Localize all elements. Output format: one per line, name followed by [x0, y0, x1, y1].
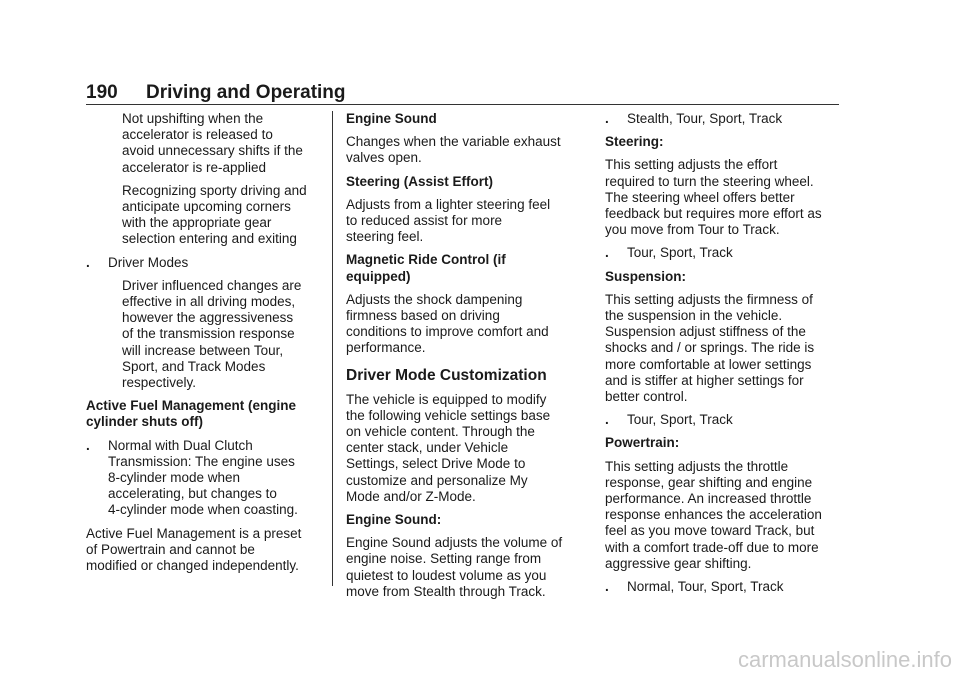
subheading: Active Fuel Management (engine cylinder shuts off) [86, 398, 297, 430]
watermark: carmanualsonline.info [737, 647, 952, 672]
bullet-item [605, 245, 843, 261]
paragraph: The vehicle is equipped to modify the following vehicle settings base on vehicle content. Through the center stack, under Vehicle Settings, select Drive Mode to customize and personalize My Mode and/or Z-Mode. [346, 391, 551, 504]
subheading: Engine Sound [346, 111, 437, 126]
paragraph: Active Fuel Management is a preset of Powertrain and cannot be modified or changed independently. [86, 525, 302, 574]
subheading: Suspension: [605, 268, 687, 284]
paragraph: This setting adjusts the firmness of the suspension in the vehicle. Suspension adjust stiffness of the shocks and / or springs. The ride is more comfortable at lower settings and is stiffer at higher settings for better control. [605, 291, 815, 405]
bullet-mark: . [605, 412, 609, 428]
paragraph: Recognizing sporty driving and anticipate upcoming corners with the appropriate gear selection entering and exiting [122, 182, 307, 247]
subheading: Steering (Assist Effort) [346, 173, 494, 189]
paragraph: This setting adjusts the effort required to turn the steering wheel. The steering wheel offers better feedback but requires more effort as you move from Tour to Track. [605, 157, 822, 238]
section-heading: Driver Mode Customization [346, 366, 547, 384]
bullet-text: Normal, Tour, Sport, Track [627, 579, 784, 595]
column-divider [332, 111, 333, 586]
bullet-text: Tour, Sport, Track [627, 245, 733, 261]
subheading: Engine Sound: [346, 512, 442, 528]
paragraph: Changes when the variable exhaust valves open. [346, 134, 561, 166]
bullet-mark: . [86, 254, 90, 270]
bullet-mark: . [86, 437, 90, 453]
page-number: 190 [86, 82, 118, 103]
page-title: Driving and Operating [146, 82, 346, 103]
header-rule [86, 104, 839, 105]
subheading: Steering: [605, 134, 664, 150]
bullet-mark: . [605, 111, 609, 126]
bullet-mark: . [605, 245, 609, 261]
paragraph: Adjusts the shock dampening firmness based on driving conditions to improve comfort and performance. [346, 291, 549, 356]
bullet-text: Driver Modes [108, 254, 189, 270]
paragraph: This setting adjusts the throttle response, gear shifting and engine performance. An increased throttle response enhances the acceleration feel as you move toward Track, but with a comfort trade-off due to more aggressive gear shifting. [605, 458, 822, 571]
subheading: Powertrain: [605, 435, 680, 451]
column-middle [346, 111, 584, 607]
column-left [86, 111, 324, 581]
bullet-item [86, 438, 324, 519]
paragraph: Engine Sound adjusts the volume of engine noise. Setting range from quietest to loudest volume as you move from Stealth through Track. [346, 535, 563, 599]
bullet-item [86, 255, 324, 271]
bullet-text: Normal with Dual Clutch Transmission: The engine uses 8-cylinder mode when accelerating, but changes to 4-cylinder mode when coasting. [108, 437, 298, 518]
bullet-item [605, 111, 843, 127]
bullet-text: Stealth, Tour, Sport, Track [627, 111, 783, 126]
page-header [86, 82, 346, 104]
paragraph: Not upshifting when the accelerator is released to avoid unnecessary shifts if the accelerator is re-applied [122, 111, 303, 175]
subheading: Magnetic Ride Control (if equipped) [346, 252, 506, 284]
paragraph: Driver influenced changes are effective in all driving modes, however the aggressiveness of the transmission response will increase between Tour, Sport, and Track Modes respectively. [122, 277, 302, 391]
paragraph: Adjusts from a lighter steering feel to reduced assist for more steering feel. [346, 196, 551, 245]
bullet-mark: . [605, 579, 609, 595]
column-right [605, 111, 843, 602]
bullet-item [605, 579, 843, 595]
bullet-text: Tour, Sport, Track [627, 412, 733, 428]
bullet-item [605, 412, 843, 428]
